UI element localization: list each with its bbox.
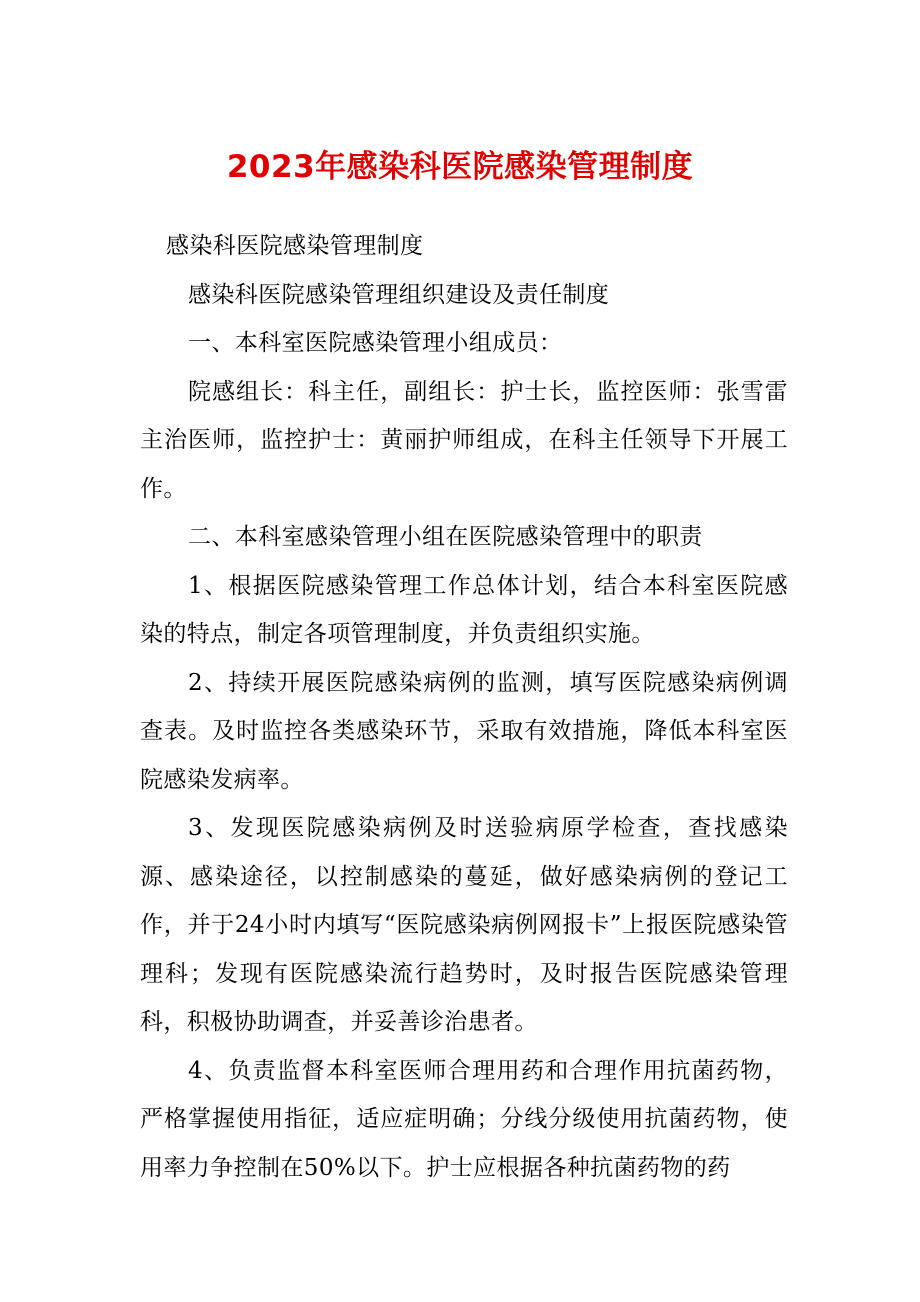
paragraph-duty-4: 4、负责监督本科室医师合理用药和合理作用抗菌药物，严格掌握使用指征，适应症明确；分线分级使用抗菌药物，使用率力争控制在50%以下。护士应根据各种抗菌药物的药 — [140, 1057, 788, 1181]
paragraph-team-members: 院感组长：科主任，副组长：护士长，监控医师：张雪雷主治医师，监控护士：黄丽护师组成，在科主任领导下开展工作。 — [140, 378, 788, 502]
paragraph-duty-1: 1、根据医院感染管理工作总体计划，结合本科室医院感染的特点，制定各项管理制度，并负责组织实施。 — [140, 572, 788, 647]
paragraph-section-heading: 感染科医院感染管理组织建设及责任制度 — [188, 281, 610, 308]
paragraph-duty-2: 2、持续开展医院感染病例的监测，填写医院感染病例调查表。及时监控各类感染环节，采取有效措施，降低本科室医院感染发病率。 — [140, 669, 788, 793]
paragraph-duty-3: 3、发现医院感染病例及时送验病原学检查，查找感染源、感染途径，以控制感染的蔓延，做好感染病例的登记工作，并于24小时内填写“医院感染病例网报卡”上报医院感染管理科；发现有医院感染流行趋势时，及时报告医院感染管理科，积极协助调查，并妥善诊治患者。 — [140, 815, 788, 1035]
document-body — [140, 222, 788, 1192]
paragraph-part-one-heading: 一、本科室医院感染管理小组成员： — [188, 330, 563, 356]
paragraph-part-two-heading: 二、本科室感染管理小组在医院感染管理中的职责 — [188, 524, 703, 550]
paragraph-subtitle: 感染科医院感染管理制度 — [166, 233, 424, 259]
document-title: 2023年感染科医院感染管理制度 — [226, 149, 694, 185]
